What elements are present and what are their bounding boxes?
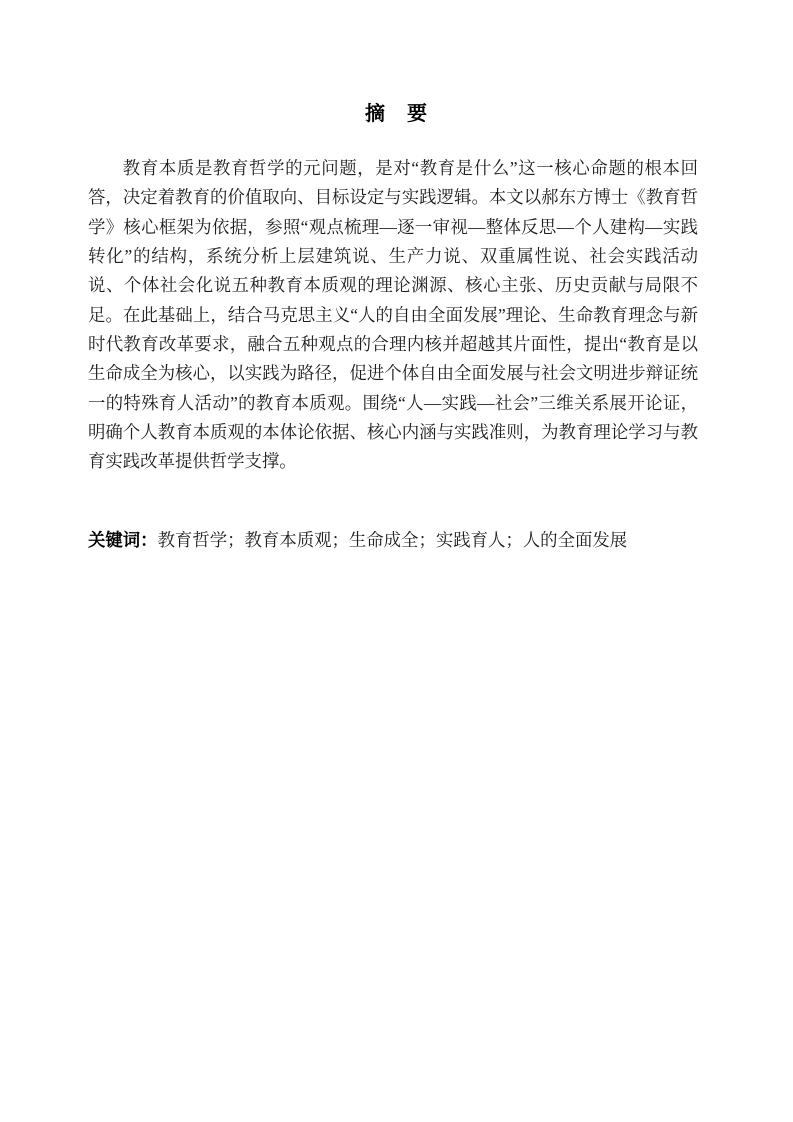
abstract-paragraph: 教育本质是教育哲学的元问题，是对“教育是什么”这一核心命题的根本回答，决定着教育的价值取向、目标设定与实践逻辑。本文以郝东方博士《教育哲学》核心框架为依据，参照“观点梳理—逐一审视—整体反思—个人建构—实践转化”的结构，系统分析上层建筑说、生产力说、双重属性说、社会实践活动说、个体社会化说五种教育本质观的理论渊源、核心主张、历史贡献与局限不足。在此基础上，结合马克思主义“人的自由全面发展”理论、生命教育理念与新时代教育改革要求，融合五种观点的合理内核并超越其片面性，提出“教育是以生命成全为核心，以实践为路径，促进个体自由全面发展与社会文明进步辩证统一的特殊育人活动”的教育本质观。围绕“人—实践—社会”三维关系展开论证，明确个人教育本质观的本体论依据、核心内涵与实践准则，为教育理论学习与教育实践改革提供哲学支撑。 [88,158,698,472]
keywords-label: 关键词： [88,530,158,550]
abstract-title: 摘 要 [365,103,428,125]
keywords-line [88,526,698,555]
keywords-text: 教育哲学；教育本质观；生命成全；实践育人；人的全面发展 [157,530,628,550]
